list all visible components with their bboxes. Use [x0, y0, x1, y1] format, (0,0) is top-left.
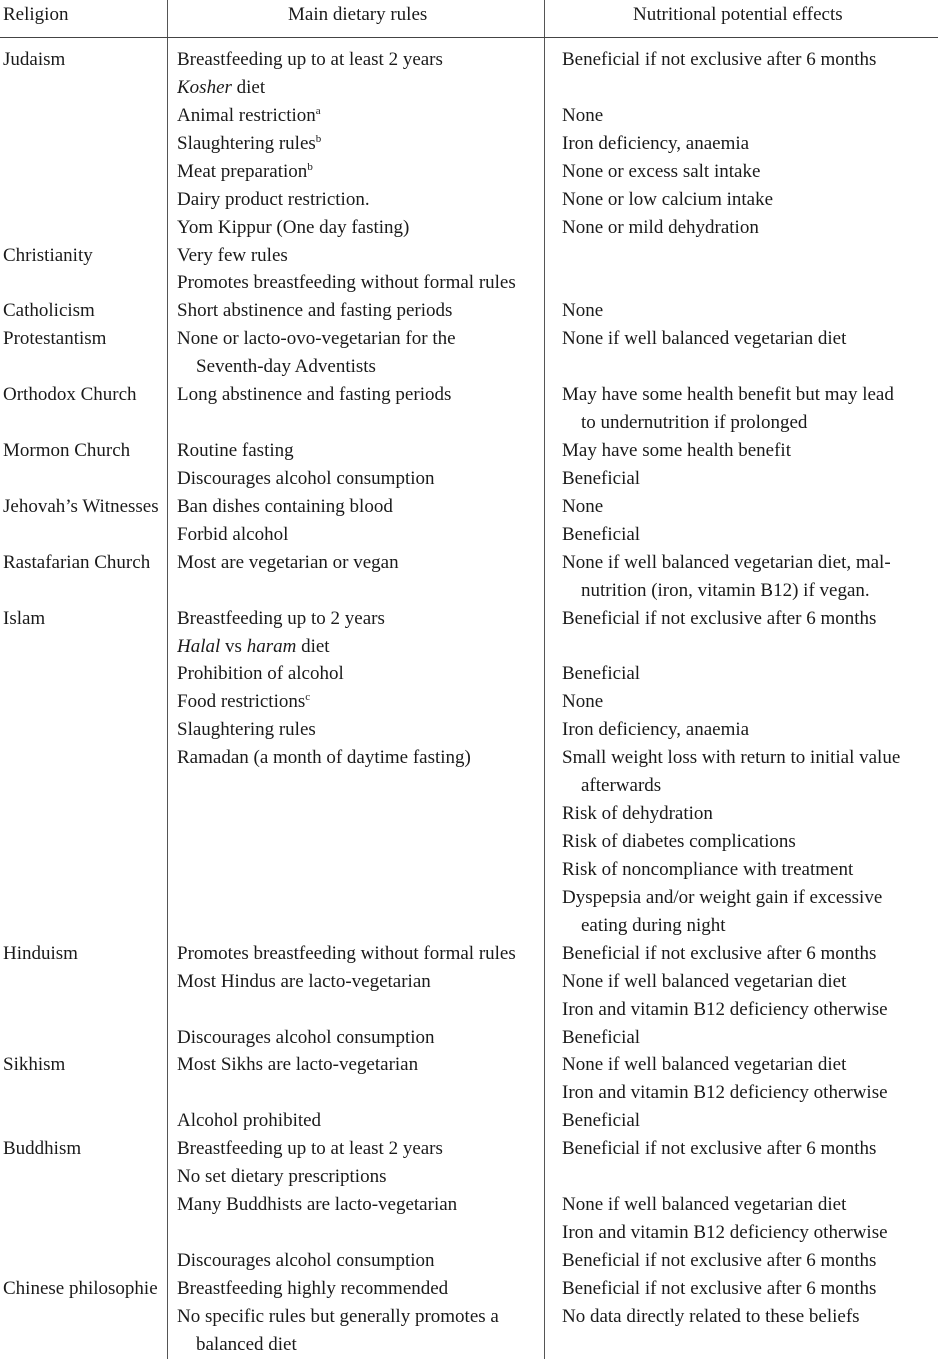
dietary-rule-cell: Breastfeeding highly recommended — [177, 1277, 449, 1299]
dietary-rule-cell: Ban dishes containing blood — [177, 495, 393, 517]
dietary-rule-cell: Very few rules — [177, 244, 288, 266]
nutritional-effect-cell: None — [562, 104, 604, 126]
nutritional-effect-cell: Beneficial if not exclusive after 6 months — [562, 1277, 877, 1299]
religion-cell: Orthodox Church — [3, 384, 137, 406]
nutritional-effect-cell: Beneficial if not exclusive after 6 months — [562, 1138, 877, 1160]
column-divider — [167, 0, 168, 1359]
nutritional-effect-cell: afterwards — [581, 775, 662, 797]
dietary-rule-cell: Breastfeeding up to at least 2 years — [177, 49, 443, 70]
religion-cell: Judaism — [3, 49, 66, 70]
dietary-rule-cell: Breastfeeding up to 2 years — [177, 607, 385, 629]
header-main-dietary-rules: Main dietary rules — [288, 4, 428, 25]
dietary-rule-cell: Alcohol prohibited — [177, 1110, 322, 1132]
nutritional-effect-cell: May have some health benefit but may lead — [562, 384, 894, 406]
nutritional-effect-cell: Iron deficiency, anaemia — [562, 719, 750, 741]
nutritional-effect-cell: eating during night — [581, 914, 726, 936]
religion-cell: Buddhism — [3, 1138, 82, 1160]
nutritional-effect-cell: Beneficial — [562, 663, 641, 685]
dietary-rule-cell: Discourages alcohol consumption — [177, 1249, 435, 1271]
dietary-rule-cell: Routine fasting — [177, 440, 294, 462]
dietary-rule-cell: Halal vs haram diet — [177, 635, 330, 657]
nutritional-effect-cell: None if well balanced vegetarian diet — [562, 970, 847, 992]
nutritional-effect-cell: Beneficial — [562, 1110, 641, 1132]
nutritional-effect-cell: nutrition (iron, vitamin B12) if vegan. — [581, 579, 870, 601]
dietary-rule-cell: No set dietary prescriptions — [177, 1166, 387, 1188]
nutritional-effect-cell: Iron and vitamin B12 deficiency otherwise — [562, 1222, 888, 1244]
religion-cell: Islam — [3, 607, 46, 629]
dietary-rule-cell: Forbid alcohol — [177, 523, 289, 545]
nutritional-effect-cell: Risk of dehydration — [562, 803, 713, 825]
religion-cell: Sikhism — [3, 1054, 66, 1076]
nutritional-effect-cell: None if well balanced vegetarian diet — [562, 1054, 847, 1076]
nutritional-effect-cell: Beneficial if not exclusive after 6 months — [562, 607, 877, 629]
religion-cell: Rastafarian Church — [3, 551, 151, 573]
dietary-rule-cell: Ramadan (a month of daytime fasting) — [177, 747, 471, 769]
header-nutritional-effects: Nutritional potential effects — [633, 4, 843, 25]
nutritional-effect-cell: None — [562, 300, 604, 322]
dietary-rule-cell: Kosher diet — [177, 76, 266, 98]
header-rule — [0, 37, 938, 38]
dietary-rule-cell: Slaughtering rules — [177, 719, 316, 741]
nutritional-effect-cell: None if well balanced vegetarian diet — [562, 1194, 847, 1216]
dietary-rule-cell: Breastfeeding up to at least 2 years — [177, 1138, 443, 1160]
religion-cell: Chinese philosophie — [3, 1277, 158, 1299]
nutritional-effect-cell: Iron deficiency, anaemia — [562, 132, 750, 154]
dietary-rule-cell: Promotes breastfeeding without formal rules — [177, 942, 516, 964]
nutritional-effect-cell: to undernutrition if prolonged — [581, 412, 808, 434]
dietary-rule-cell: None or lacto-ovo-vegetarian for the — [177, 328, 456, 350]
nutritional-effect-cell: None — [562, 691, 604, 713]
nutritional-effect-cell: Iron and vitamin B12 deficiency otherwise — [562, 998, 888, 1020]
nutritional-effect-cell: None or excess salt intake — [562, 160, 761, 182]
nutritional-effect-cell: Risk of noncompliance with treatment — [562, 858, 854, 880]
nutritional-effect-cell: Beneficial if not exclusive after 6 months — [562, 942, 877, 964]
religion-cell: Protestantism — [3, 328, 107, 350]
nutritional-effect-cell: None — [562, 495, 604, 517]
dietary-rule-cell: Meat preparation$^b$ — [177, 160, 313, 182]
nutritional-effect-cell: None if well balanced vegetarian diet — [562, 328, 847, 350]
header-religion: Religion — [3, 4, 69, 25]
dietary-rule-cell: balanced diet — [196, 1333, 297, 1355]
nutritional-effect-cell: Small weight loss with return to initial value — [562, 747, 901, 769]
dietary-rule-cell: Slaughtering rules$^b$ — [177, 132, 322, 154]
nutritional-effect-cell: None or low calcium intake — [562, 188, 774, 210]
nutritional-effect-cell: No data directly related to these beliefs — [562, 1305, 860, 1327]
nutritional-effect-cell: Risk of diabetes complications — [562, 831, 796, 853]
dietary-rule-cell: Discourages alcohol consumption — [177, 467, 435, 489]
religion-cell: Christianity — [3, 244, 93, 266]
dietary-rule-cell: Short abstinence and fasting periods — [177, 300, 453, 322]
dietary-rule-cell: Food restrictions$^c$ — [177, 691, 311, 713]
religion-cell: Catholicism — [3, 300, 95, 322]
dietary-rule-cell: Dairy product restriction. — [177, 188, 370, 210]
nutritional-effect-cell: Beneficial — [562, 523, 641, 545]
dietary-rule-cell: Yom Kippur (One day fasting) — [177, 216, 410, 238]
nutritional-effect-cell: Beneficial — [562, 1026, 641, 1048]
religion-cell: Mormon Church — [3, 440, 131, 462]
dietary-rule-cell: No specific rules but generally promotes a — [177, 1305, 499, 1327]
nutritional-effect-cell: May have some health benefit — [562, 440, 791, 462]
dietary-rule-cell: Promotes breastfeeding without formal rules — [177, 272, 516, 294]
nutritional-effect-cell: None if well balanced vegetarian diet, mal- — [562, 551, 891, 573]
religion-cell: Hinduism — [3, 942, 78, 964]
nutritional-effect-cell: None or mild dehydration — [562, 216, 759, 238]
dietary-rule-cell: Most Sikhs are lacto-vegetarian — [177, 1054, 419, 1076]
nutritional-effect-cell: Beneficial if not exclusive after 6 months — [562, 49, 877, 70]
dietary-rule-cell: Prohibition of alcohol — [177, 663, 344, 685]
dietary-rule-cell: Animal restriction$^a$ — [177, 104, 321, 126]
dietary-rule-cell: Long abstinence and fasting periods — [177, 384, 452, 406]
dietary-rule-cell: Most are vegetarian or vegan — [177, 551, 399, 573]
religion-cell: Jehovah’s Witnesses — [3, 495, 159, 517]
dietary-rule-cell: Discourages alcohol consumption — [177, 1026, 435, 1048]
nutritional-effect-cell: Dyspepsia and/or weight gain if excessive — [562, 886, 883, 908]
dietary-rule-cell: Many Buddhists are lacto-vegetarian — [177, 1194, 458, 1216]
nutritional-effect-cell: Beneficial — [562, 467, 641, 489]
dietary-rule-cell: Seventh-day Adventists — [196, 356, 376, 378]
nutritional-effect-cell: Iron and vitamin B12 deficiency otherwise — [562, 1082, 888, 1104]
nutritional-effect-cell: Beneficial if not exclusive after 6 months — [562, 1249, 877, 1271]
dietary-rule-cell: Most Hindus are lacto-vegetarian — [177, 970, 431, 992]
column-divider — [544, 0, 545, 1359]
